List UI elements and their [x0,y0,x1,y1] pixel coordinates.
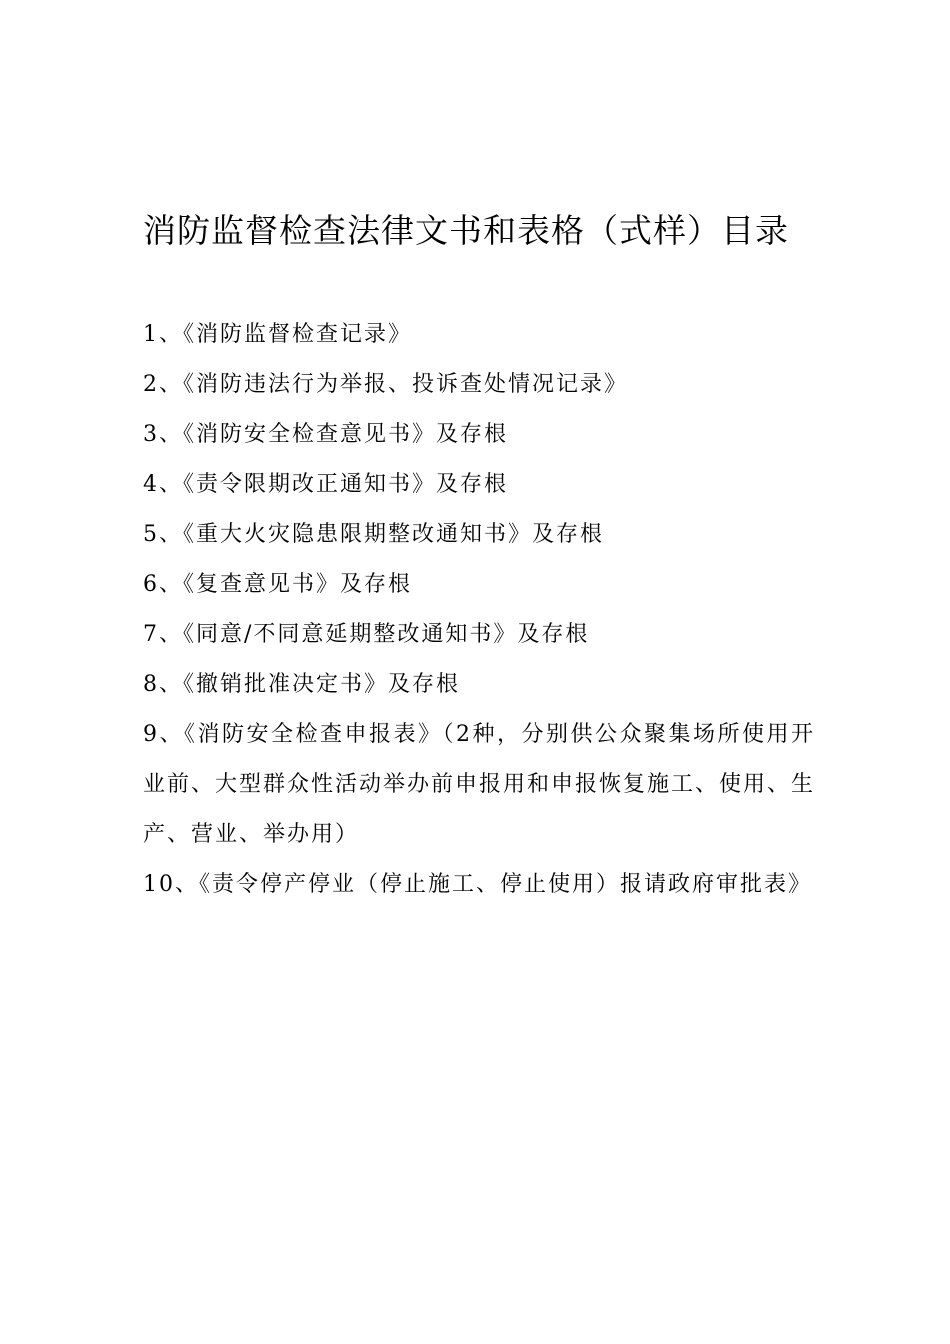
toc-item-7: 7、《同意/不同意延期整改通知书》及存根 [143,622,590,647]
toc-item-9: 9、《消防安全检查申报表》（2种，分别供公众聚集场所使用开业前、大型群众性活动举办前申报用和申报恢复施工、使用、生产、营业、举办用） [143,722,816,847]
toc-item-6: 6、《复查意见书》及存根 [143,572,412,597]
page-title: 消防监督检查法律文书和表格（式样）目录 [143,211,789,250]
toc-item-2: 2、《消防违法行为举报、投诉查处情况记录》 [143,372,628,397]
toc-item-3: 3、《消防安全检查意见书》及存根 [143,422,508,447]
toc-item-5: 5、《重大火灾隐患限期整改通知书》及存根 [143,522,604,547]
table-of-contents [143,310,815,920]
toc-item-1: 1、《消防监督检查记录》 [143,322,412,347]
toc-item-10: 10、《责令停产停业（停止施工、停止使用）报请政府审批表》 [143,872,812,897]
toc-item-4: 4、《责令限期改正通知书》及存根 [143,472,508,497]
toc-item-8: 8、《撤销批准决定书》及存根 [143,672,460,697]
